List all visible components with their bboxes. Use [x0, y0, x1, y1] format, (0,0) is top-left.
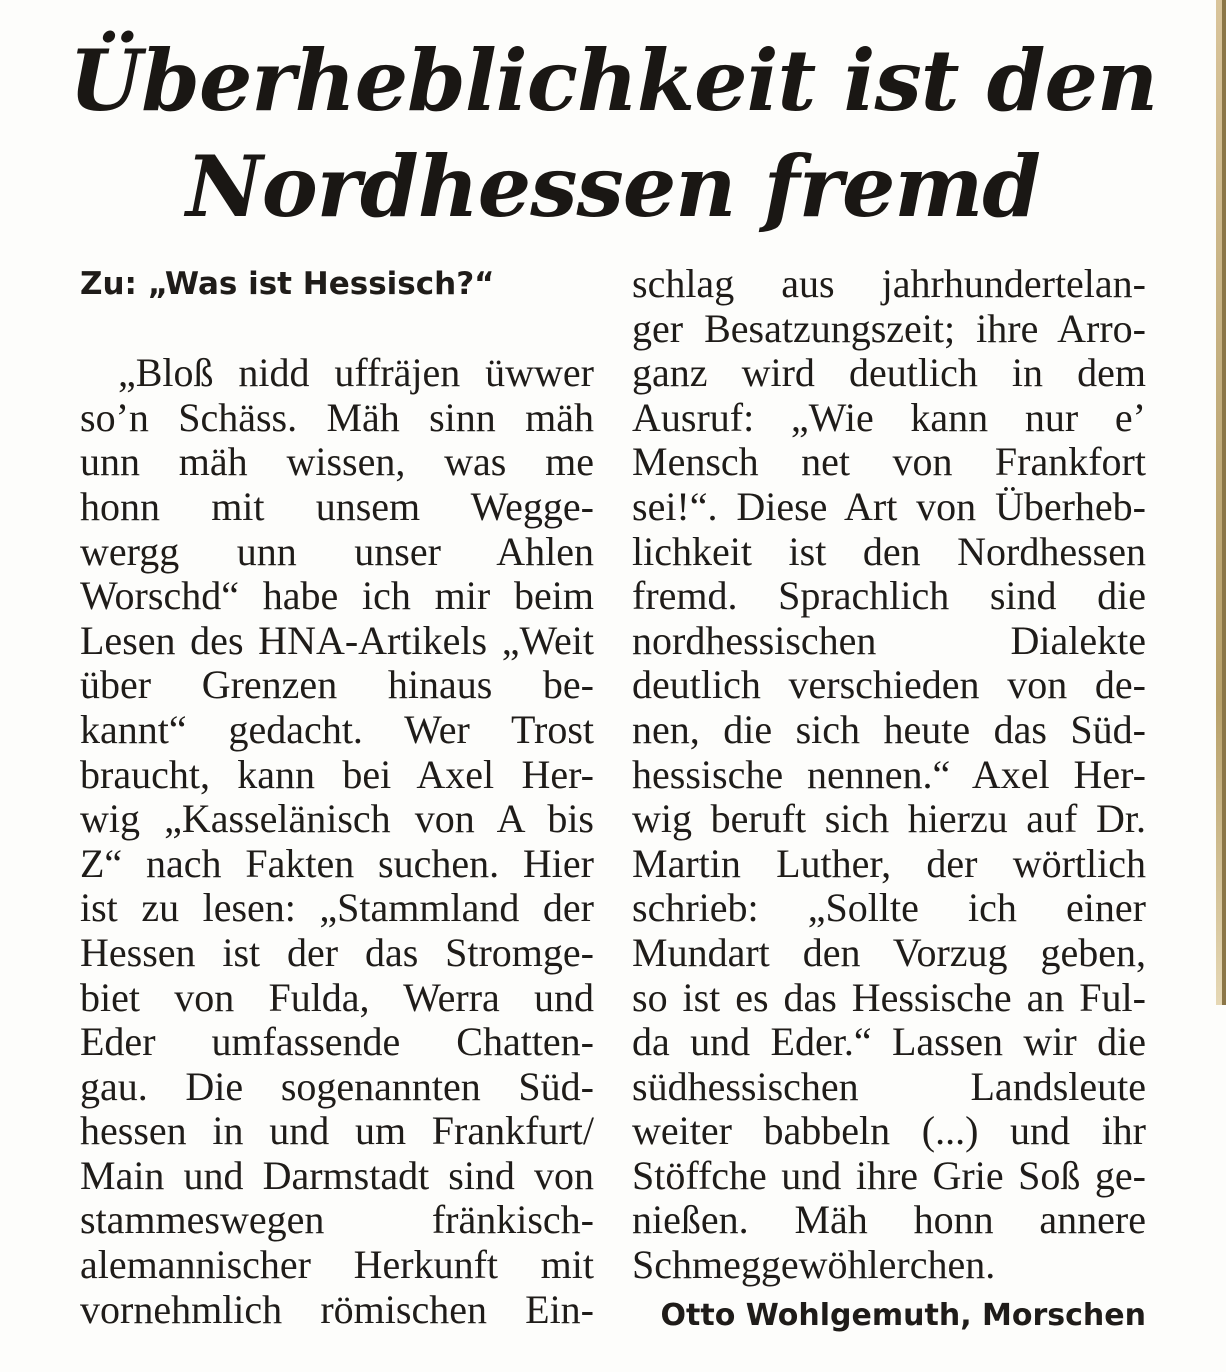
text-line: Z“ nach Fakten suchen. Hier [80, 840, 594, 886]
text-line: Ausruf: „Wie kann nur e’ [632, 394, 1146, 440]
text-line: gau. Die sogenannten Süd- [80, 1063, 594, 1109]
text-line: so’n Schäss. Mäh sinn mäh [80, 394, 594, 440]
right-column-text [632, 262, 1146, 1288]
adjacent-photo-shadow [1222, 0, 1226, 1005]
text-line: da und Eder.“ Lassen wir die [632, 1019, 1146, 1065]
text-line: ganz wird deutlich in dem [632, 350, 1146, 396]
text-line: sei!“. Diese Art von Überheb- [632, 483, 1146, 529]
kicker: Zu: „Was ist Hessisch?“ [80, 266, 495, 302]
headline-line-2: Nordhessen fremd [185, 137, 1041, 236]
text-line: über Grenzen hinaus be- [80, 662, 594, 708]
text-line: kannt“ gedacht. Wer Trost [80, 706, 594, 752]
right-column [632, 262, 1146, 1332]
text-line: schlag aus jahrhundertelan- [632, 261, 1146, 306]
text-line: „Bloß nidd uffräjen üwwer [118, 350, 594, 396]
text-line: Hessen ist der das Stromge- [80, 929, 594, 975]
text-line: fremd. Sprachlich sind die [632, 573, 1146, 619]
headline-line-1: Überheblichkeit ist den [68, 31, 1158, 130]
text-line: unn mäh wissen, was me [80, 439, 594, 485]
text-line: weiter babbeln (...) und ihr [632, 1108, 1146, 1154]
text-line: Eder umfassende Chatten- [80, 1019, 594, 1065]
headline [0, 28, 1226, 240]
text-line: hessische nennen.“ Axel Her- [632, 751, 1146, 797]
text-line: alemannischer Herkunft mit [80, 1242, 594, 1288]
text-line: vornehmlich römischen Ein- [80, 1286, 594, 1332]
text-line: nordhessischen Dialekte [632, 617, 1146, 663]
text-line: südhessischen Landsleute [632, 1063, 1146, 1109]
text-line: deutlich verschieden von de- [632, 662, 1146, 708]
text-line: nießen. Mäh honn annere [632, 1197, 1146, 1243]
text-line: biet von Fulda, Werra und [80, 974, 594, 1020]
text-line: Schmeggewöhlerchen. [632, 1242, 996, 1288]
text-line: Martin Luther, der wörtlich [632, 840, 1146, 886]
text-line: Lesen des HNA-Artikels „Weit [80, 617, 594, 663]
text-line: Mensch net von Frankfort [632, 439, 1146, 485]
text-line: Mundart den Vorzug geben, [632, 929, 1146, 975]
text-line: Main und Darmstadt sind von [80, 1152, 594, 1198]
left-column-text [80, 351, 594, 1332]
text-line: ist zu lesen: „Stammland der [80, 885, 594, 931]
text-line: so ist es das Hessische an Ful- [632, 974, 1146, 1020]
text-line: Worschd“ habe ich mir beim [80, 573, 594, 619]
text-line: lichkeit ist den Nordhessen [632, 528, 1146, 574]
text-line: hessen in und um Frankfurt/ [80, 1108, 594, 1154]
text-line: Stöffche und ihre Grie Soß ge- [632, 1152, 1146, 1198]
paragraph-gap [80, 307, 594, 352]
text-line: honn mit unsem Wegge- [80, 483, 594, 529]
text-line: schrieb: „Sollte ich einer [632, 885, 1146, 931]
text-line: ger Besatzungszeit; ihre Arro- [632, 305, 1146, 351]
author-signature: Otto Wohlgemuth, Morschen [660, 1297, 1146, 1333]
text-line: wig beruft sich hierzu auf Dr. [632, 796, 1146, 842]
text-line: stammeswegen fränkisch- [80, 1197, 594, 1243]
text-line: wig „Kasselänisch von A bis [80, 796, 594, 842]
text-line: nen, die sich heute das Süd- [632, 706, 1146, 752]
left-column [80, 262, 594, 1332]
text-line: wergg unn unser Ahlen [80, 528, 594, 574]
text-line: braucht, kann bei Axel Her- [80, 751, 594, 797]
